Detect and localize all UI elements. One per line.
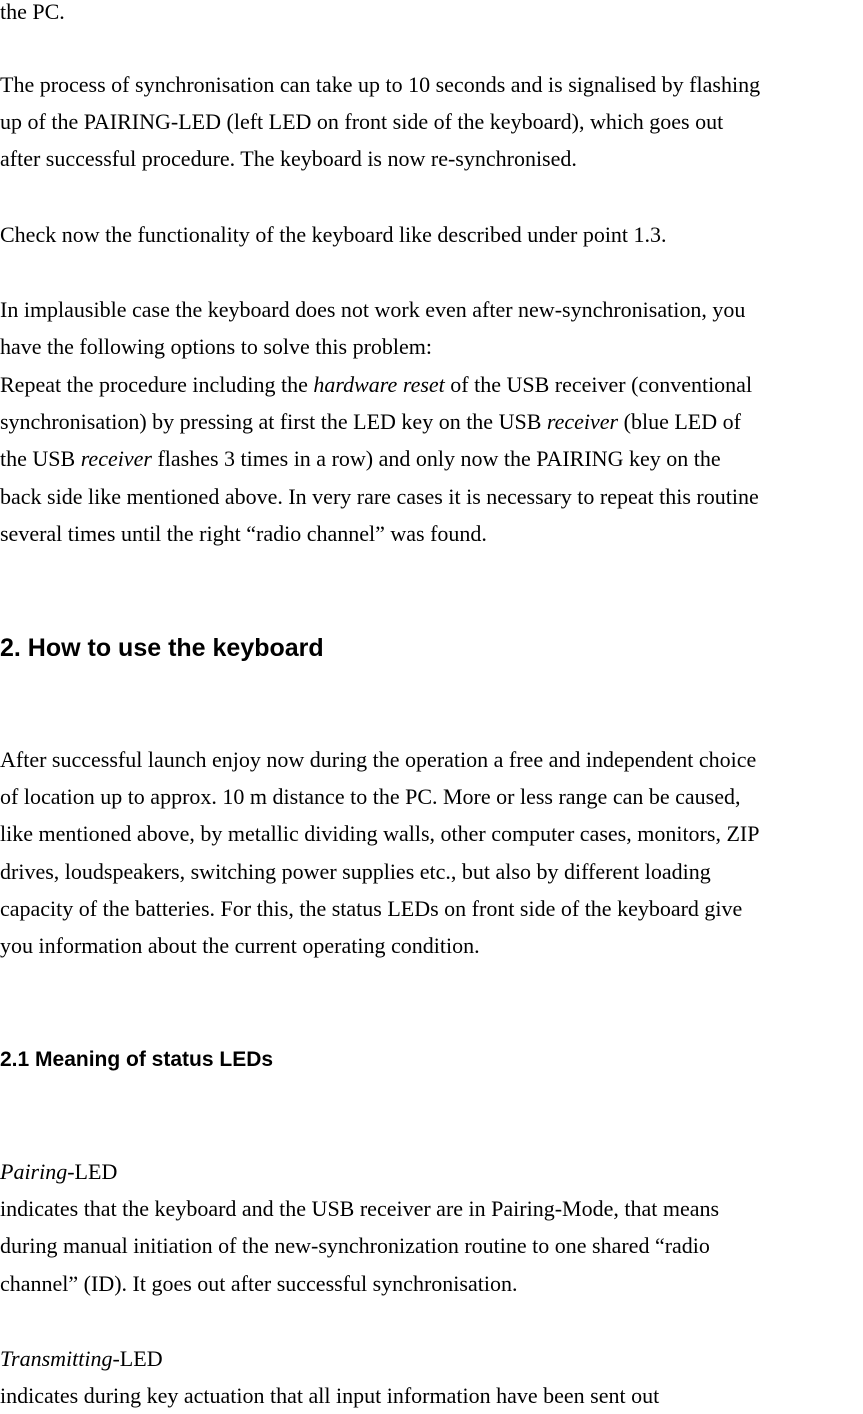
repeat-line-5: several times until the right “radio channel” was found. (0, 520, 487, 546)
usage-line-3: like mentioned above, by metallic dividing walls, other computer cases, monitors, ZIP (0, 821, 760, 847)
repeat-line-4: back side like mentioned above. In very rare cases it is necessary to repeat this routine (0, 483, 759, 509)
repeat-paragraph (0, 366, 863, 552)
repeat-line-2-a: synchronisation) by pressing at first the LED key on the USB (0, 409, 547, 435)
transmitting-emphasis: Transmitting (0, 1346, 113, 1371)
sync-line-3: after successful procedure. The keyboard is now re-synchronised. (0, 146, 577, 172)
transmitting-led-paragraph (0, 1340, 863, 1414)
pairing-line-1: indicates that the keyboard and the USB receiver are in Pairing-Mode, that means (0, 1196, 720, 1222)
implausible-line-1: In implausible case the keyboard does not work even after new-synchronisation, you (0, 297, 746, 322)
receiver-emphasis-2: receiver (80, 446, 152, 472)
implausible-paragraph (0, 291, 863, 365)
repeat-line-2-b: (blue LED of (618, 409, 741, 435)
repeat-line-3-b: flashes 3 times in a row) and only now the PAIRING key on the (151, 446, 721, 472)
transmitting-line-1: indicates during key actuation that all input information have been sent out (0, 1383, 660, 1409)
check-paragraph (0, 216, 863, 253)
repeat-line-1-b: of the USB receiver (conventional (444, 372, 753, 397)
repeat-line-1 (0, 366, 863, 403)
repeat-line-1-a: Repeat the procedure including the (0, 372, 314, 397)
transmitting-led-title (0, 1340, 863, 1377)
usage-line-5: capacity of the batteries. For this, the status LEDs on front side of the keyboard give (0, 895, 743, 921)
pairing-emphasis: Pairing (0, 1159, 68, 1184)
intro-tail-line: the PC. (0, 0, 65, 24)
hardware-reset-emphasis: hardware reset (313, 372, 445, 397)
usage-line-6: you information about the current operating condition. (0, 932, 480, 958)
pairing-led-paragraph (0, 1153, 863, 1302)
sync-paragraph (0, 66, 863, 178)
usage-paragraph (0, 741, 863, 964)
pairing-led-title (0, 1153, 863, 1190)
transmitting-title-suffix: -LED (112, 1346, 163, 1371)
check-line: Check now the functionality of the keyboard like described under point 1.3. (0, 222, 667, 247)
section-heading-2-1: 2.1 Meaning of status LEDs (0, 1048, 274, 1071)
intro-tail-paragraph (0, 0, 863, 30)
repeat-line-3-a: the USB (0, 446, 81, 472)
pairing-title-suffix: -LED (67, 1159, 118, 1184)
receiver-emphasis-1: receiver (546, 409, 619, 435)
sync-line-1: The process of synchronisation can take up to 10 seconds and is signalised by flashing (0, 72, 761, 97)
repeat-line-2 (0, 403, 863, 440)
usage-line-1: After successful launch enjoy now during the operation a free and independent choice (0, 747, 757, 772)
usage-line-2: of location up to approx. 10 m distance to the PC. More or less range can be caused, (0, 784, 741, 810)
implausible-line-2: have the following options to solve this problem: (0, 334, 433, 360)
section-heading-2: 2. How to use the keyboard (0, 634, 324, 662)
sync-line-2: up of the PAIRING-LED (left LED on front side of the keyboard), which goes out (0, 109, 724, 135)
repeat-line-3 (0, 440, 863, 477)
pairing-line-3: channel” (ID). It goes out after successful synchronisation. (0, 1270, 518, 1296)
pairing-line-2: during manual initiation of the new-synchronization routine to one shared “radio (0, 1233, 710, 1259)
usage-line-4: drives, loudspeakers, switching power supplies etc., but also by different loading (0, 858, 711, 884)
